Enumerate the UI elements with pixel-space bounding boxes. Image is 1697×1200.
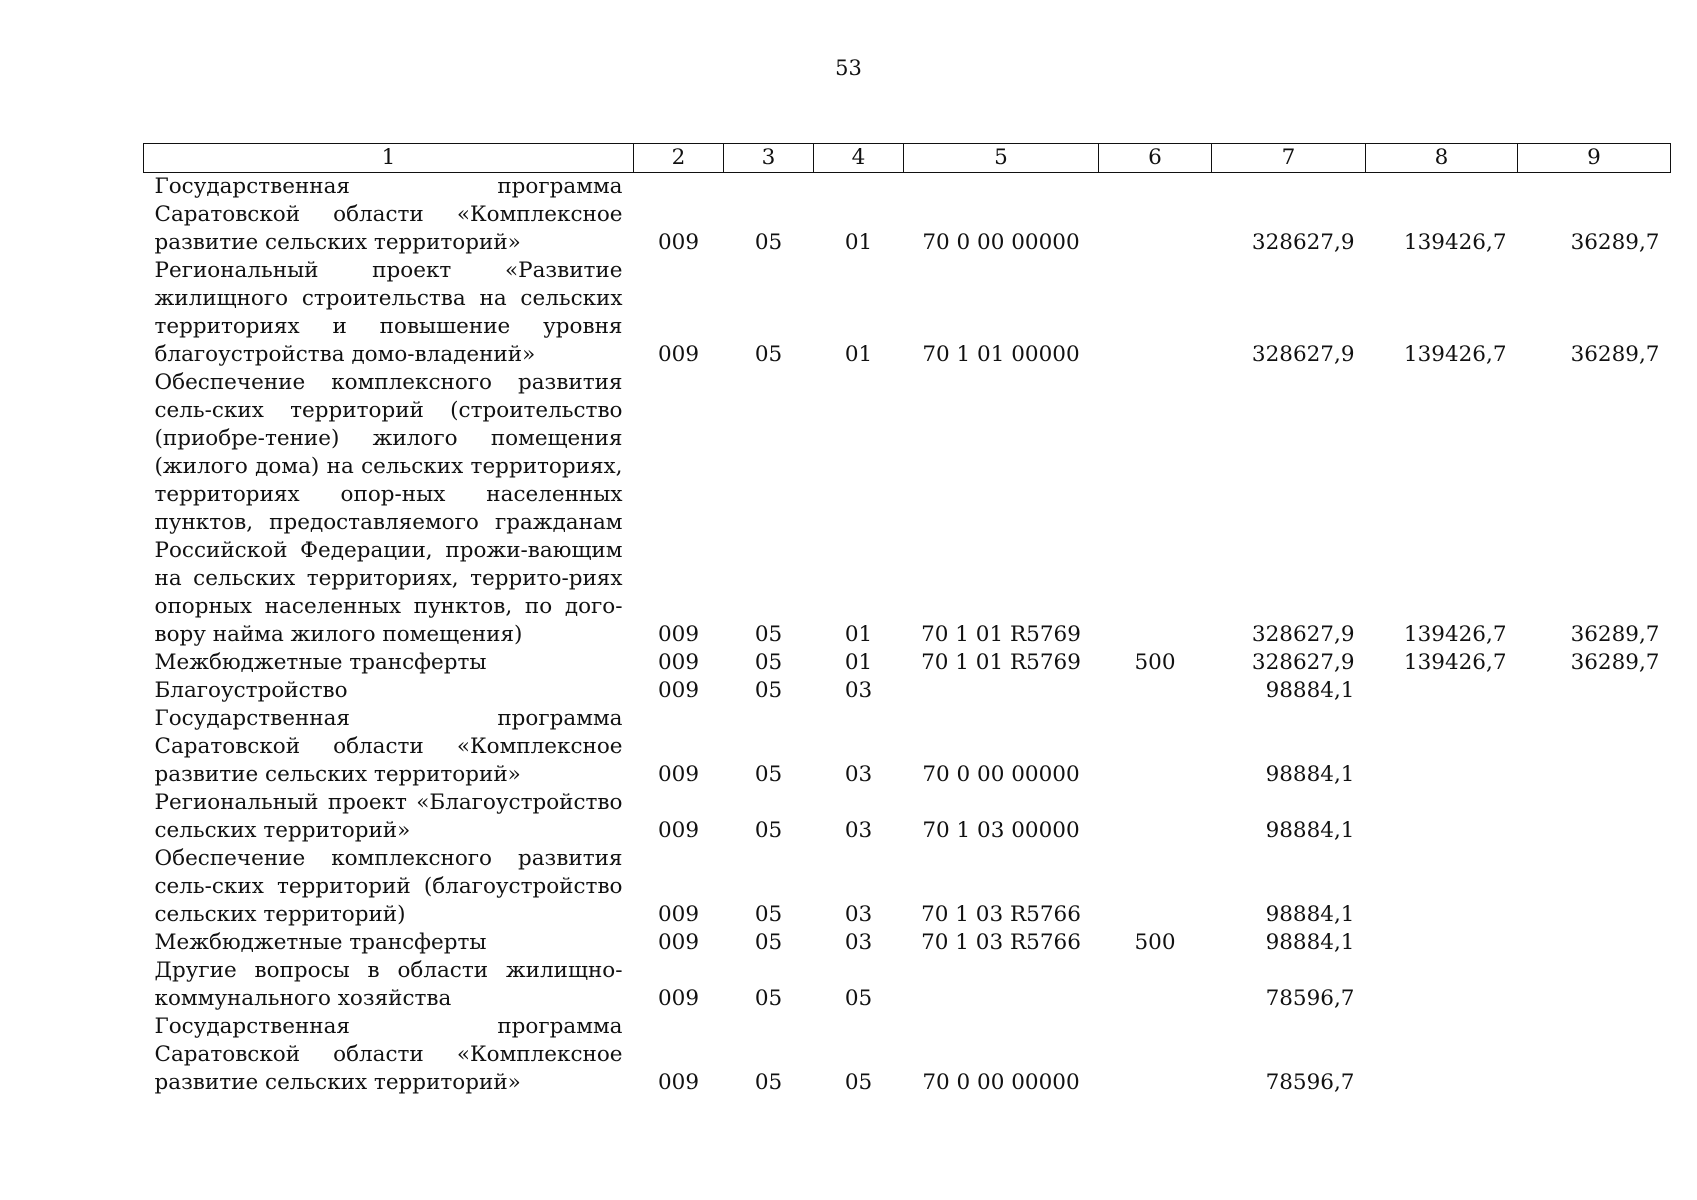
row-expense-type: 500	[1134, 650, 1176, 675]
row-amount-col7: 98884,1	[1265, 762, 1355, 787]
budget-table	[143, 143, 1671, 1097]
row-name: Обеспечение комплексного развития сель-ских территорий (благоустройство сельских территорий)	[154, 846, 623, 927]
row-amount-col9	[1518, 789, 1671, 845]
row-section-code: 05	[754, 762, 783, 787]
row-ministry-code: 009	[657, 818, 700, 843]
row-section-code: 05	[754, 622, 783, 647]
row-amount-col8	[1366, 929, 1518, 957]
row-ministry-code: 009	[657, 986, 700, 1011]
row-name: Государственная программа Саратовской области «Комплексное развитие сельских территорий»	[154, 1014, 623, 1095]
row-subsection-code: 05	[844, 986, 873, 1011]
table-row	[144, 789, 1671, 845]
row-subsection-code: 03	[844, 762, 873, 787]
row-amount-col7: 328627,9	[1251, 342, 1355, 367]
row-section-code: 05	[754, 902, 783, 927]
row-target-article: 70 0 00 00000	[922, 762, 1080, 787]
row-amount-col8: 139426,7	[1403, 650, 1507, 675]
row-name: Государственная программа Саратовской области «Комплексное развитие сельских территорий»	[154, 174, 623, 255]
row-name: Благоустройство	[154, 678, 348, 703]
row-amount-col8	[1366, 957, 1518, 1013]
row-subsection-code: 05	[844, 1070, 873, 1095]
column-header: 5	[904, 144, 1099, 173]
row-amount-col7: 78596,7	[1265, 986, 1355, 1011]
row-amount-col9	[1518, 957, 1671, 1013]
row-amount-col8: 139426,7	[1403, 342, 1507, 367]
row-amount-col9	[1518, 677, 1671, 705]
row-name: Межбюджетные трансферты	[154, 930, 487, 955]
row-ministry-code: 009	[657, 230, 700, 255]
row-amount-col9	[1518, 1013, 1671, 1097]
row-subsection-code: 03	[844, 902, 873, 927]
row-subsection-code: 01	[844, 622, 873, 647]
row-amount-col7: 78596,7	[1265, 1070, 1355, 1095]
row-section-code: 05	[754, 678, 783, 703]
column-header: 1	[144, 144, 634, 173]
row-amount-col7: 98884,1	[1265, 902, 1355, 927]
row-ministry-code: 009	[657, 342, 700, 367]
page-number: 53	[835, 56, 862, 80]
row-expense-type	[1099, 705, 1212, 789]
row-ministry-code: 009	[657, 762, 700, 787]
row-amount-col9	[1518, 705, 1671, 789]
row-target-article: 70 1 03 R5766	[921, 902, 1081, 927]
row-expense-type	[1099, 957, 1212, 1013]
row-ministry-code: 009	[657, 930, 700, 955]
row-amount-col8	[1366, 1013, 1518, 1097]
row-name: Межбюджетные трансферты	[154, 650, 487, 675]
row-expense-type: 500	[1134, 930, 1176, 955]
table-row	[144, 957, 1671, 1013]
row-target-article: 70 1 01 00000	[922, 342, 1080, 367]
row-amount-col8	[1366, 705, 1518, 789]
table-row	[144, 1013, 1671, 1097]
row-expense-type	[1099, 369, 1212, 649]
row-subsection-code: 01	[844, 342, 873, 367]
row-amount-col9: 36289,7	[1570, 650, 1660, 675]
row-expense-type	[1099, 257, 1212, 369]
row-section-code: 05	[754, 930, 783, 955]
column-header: 6	[1099, 144, 1212, 173]
row-amount-col7: 328627,9	[1251, 650, 1355, 675]
row-expense-type	[1099, 845, 1212, 929]
column-header: 7	[1212, 144, 1366, 173]
row-subsection-code: 01	[844, 650, 873, 675]
row-section-code: 05	[754, 1070, 783, 1095]
row-target-article: 70 1 01 R5769	[921, 650, 1081, 675]
table-row	[144, 705, 1671, 789]
row-name: Региональный проект «Развитие жилищного строительства на сельских территориях и повышение уровня благоустройства домо-владений»	[154, 258, 623, 367]
row-amount-col7: 98884,1	[1265, 818, 1355, 843]
row-subsection-code: 03	[844, 818, 873, 843]
row-target-article: 70 0 00 00000	[922, 1070, 1080, 1095]
row-section-code: 05	[754, 230, 783, 255]
row-amount-col9: 36289,7	[1570, 622, 1660, 647]
row-ministry-code: 009	[657, 678, 700, 703]
row-target-article: 70 1 03 00000	[922, 818, 1080, 843]
row-name: Региональный проект «Благоустройство сельских территорий»	[154, 790, 623, 843]
table-body	[144, 173, 1671, 1098]
row-target-article	[904, 677, 1099, 705]
row-subsection-code: 03	[844, 930, 873, 955]
row-subsection-code: 03	[844, 678, 873, 703]
row-section-code: 05	[754, 650, 783, 675]
row-expense-type	[1099, 789, 1212, 845]
column-header: 4	[814, 144, 904, 173]
row-amount-col8	[1366, 677, 1518, 705]
table-row	[144, 929, 1671, 957]
row-subsection-code: 01	[844, 230, 873, 255]
table-row	[144, 257, 1671, 369]
row-amount-col7: 328627,9	[1251, 622, 1355, 647]
table-row	[144, 649, 1671, 677]
row-name: Обеспечение комплексного развития сель-ских территорий (строительство (приобре-тение) жилого помещения (жилого дома) на сельских территориях, территориях опор-ных населенных пунктов, предоставляемого гражданам Российской Федерации, прожи-вающим на сельских территориях, террито-риях опорных населенных пунктов, по дого-вору найма жилого помещения)	[154, 370, 623, 647]
row-expense-type	[1099, 677, 1212, 705]
row-amount-col9	[1518, 929, 1671, 957]
row-ministry-code: 009	[657, 902, 700, 927]
row-amount-col9	[1518, 845, 1671, 929]
row-target-article: 70 1 03 R5766	[921, 930, 1081, 955]
row-section-code: 05	[754, 986, 783, 1011]
row-name: Другие вопросы в области жилищно-коммунального хозяйства	[154, 958, 623, 1011]
row-amount-col7: 98884,1	[1265, 930, 1355, 955]
row-ministry-code: 009	[657, 622, 700, 647]
row-section-code: 05	[754, 818, 783, 843]
column-header: 2	[634, 144, 724, 173]
table-row	[144, 173, 1671, 258]
row-amount-col7: 98884,1	[1265, 678, 1355, 703]
row-target-article: 70 0 00 00000	[922, 230, 1080, 255]
row-expense-type	[1099, 1013, 1212, 1097]
row-ministry-code: 009	[657, 1070, 700, 1095]
row-amount-col8	[1366, 845, 1518, 929]
table-row	[144, 845, 1671, 929]
row-amount-col8: 139426,7	[1403, 230, 1507, 255]
row-amount-col9: 36289,7	[1570, 230, 1660, 255]
row-ministry-code: 009	[657, 650, 700, 675]
row-amount-col8: 139426,7	[1403, 622, 1507, 647]
row-amount-col8	[1366, 789, 1518, 845]
column-header: 9	[1518, 144, 1671, 173]
column-header: 3	[724, 144, 814, 173]
column-header: 8	[1366, 144, 1518, 173]
row-target-article: 70 1 01 R5769	[921, 622, 1081, 647]
table-row	[144, 677, 1671, 705]
row-expense-type	[1099, 173, 1212, 258]
budget-table-container	[143, 143, 1670, 1097]
table-row	[144, 369, 1671, 649]
row-amount-col9: 36289,7	[1570, 342, 1660, 367]
table-header-row	[144, 144, 1671, 173]
row-target-article	[904, 957, 1099, 1013]
row-name: Государственная программа Саратовской области «Комплексное развитие сельских территорий»	[154, 706, 623, 787]
row-section-code: 05	[754, 342, 783, 367]
row-amount-col7: 328627,9	[1251, 230, 1355, 255]
